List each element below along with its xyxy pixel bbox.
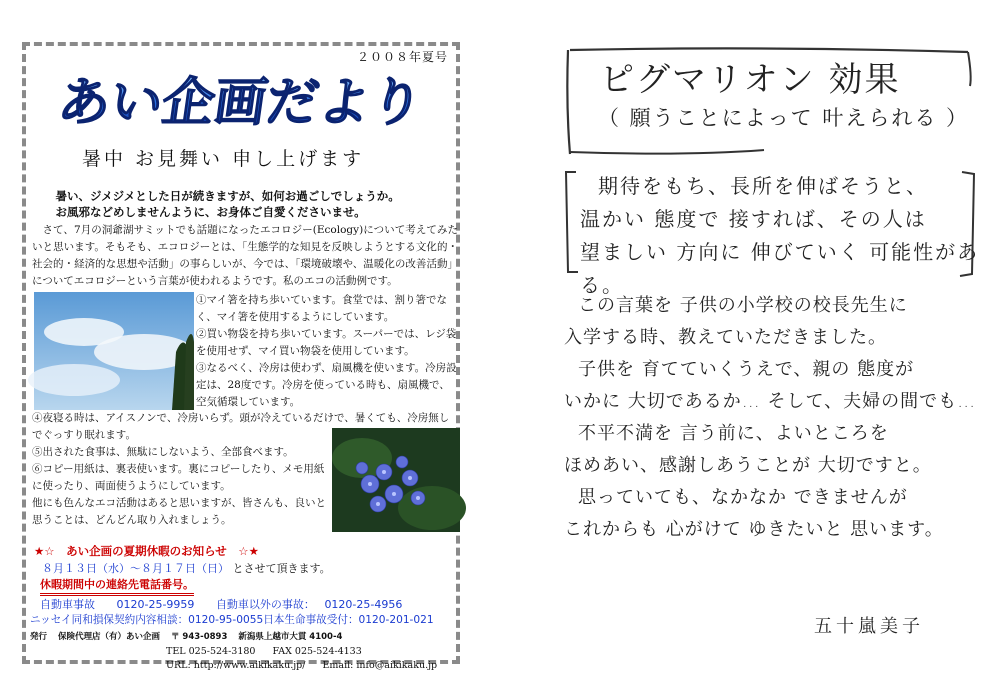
company-info [30,630,460,642]
newsletter-panel [22,42,460,671]
issuer-label: 発行 [30,632,48,642]
insurer-contacts: ニッセイ同和損保契約内容相談：0120-95-0055日本生命事故受付：0120-201-021 [30,614,434,626]
other-accident-label: 自動車以外の事故： [215,598,315,611]
eco-item: ②買い物袋を持ち歩いています。スーパーでは、レジ袋を使用せず、マイ買い物袋を使用しています。 [196,328,457,357]
eco-item: 他にも色んなエコ活動はあると思いますが、皆さんも、良いと思うことは、どんどん取り入れましょう。 [32,497,326,526]
body-line: 子供を 育てていくうえで、親の 態度が [578,359,915,380]
handwritten-note [540,40,980,660]
email-link[interactable]: Email: info@aikikaku.jp [322,660,438,671]
logo-text: あい企画だより [54,73,427,133]
body-lines [564,290,977,546]
address: 新潟県上越市大貫 4100-4 [238,632,343,642]
holiday-notice-title: ★☆ あい企画の夏期休暇のお知らせ ☆★ [34,544,259,558]
web-contact [166,660,451,671]
greeting-line: お風邪などめしませんように、お身体ご自愛くださいませ。 [55,205,366,219]
phone-fax [166,646,376,657]
quote-line: 温かい 態度で 接すれば、その人は [580,207,927,231]
note-title: ピグマリオン 効果 [600,60,901,100]
greeting-lines [44,188,444,220]
intro-paragraph: さて、7月の洞爺湖サミットでも話題になったエコロジー(Ecology)について考えてみたいと思います。そもそも、エコロジーとは、「生態学的な知見を反映しようとする文化的・社会的・経済的な思想や活動」の事らしいが、今では、「環境破壊や、温暖化の改善活動」についてエコロジーという言葉が使われるようです。私のエコの活動例です。 [32,224,458,287]
note-subtitle: （ 願うことによって 叶えられる ） [598,106,970,130]
body-line: 不平不満を 言う前に、よいところを [578,423,889,444]
body-line: 思っていても、なかなか できませんが [578,487,908,508]
eco-items-left [32,444,332,529]
car-accident-tel: 0120-25-9959 [116,598,195,611]
holiday-dates [42,560,331,576]
website-link[interactable]: URL: http://www.aikikaku.jp/ [166,660,306,671]
car-accident-label: 自動車事故 [40,598,95,611]
summer-greeting: 暑中 お見舞い 申し上げます [82,148,365,170]
accident-contacts [40,596,460,612]
eco-item-full: ④夜寝る時は、アイスノンで、冷房いらず。頭が冷えているだけで、暑くても、冷房無しでぐっすり眠れます。 [32,412,450,441]
issue-label: ２００８年夏号 [356,50,448,64]
fax: FAX 025-524-4133 [272,646,362,657]
body-line: 入学する時、教えていただきました。 [564,327,887,348]
body-line: ほめあい、感謝しあうことが 大切ですと。 [564,455,932,476]
eco-items-right [196,292,458,411]
quote-line: 望ましい 方向に 伸びていく 可能性がある。 [580,240,980,297]
signature: 五十嵐美子 [814,616,924,637]
quote-line: 期待をもち、長所を伸ばそうと、 [598,174,928,198]
body-line: これからも 心がけて ゆきたいと 思います。 [564,519,944,540]
tel: TEL 025-524-3180 [166,646,256,657]
greeting-line: 暑い、ジメジメとした日が続きますが、如何お過ごしでしょうか。 [55,189,400,203]
eco-item: ⑤出された食事は、無駄にしないよう、全部食べます。 [32,446,294,458]
holiday-date-range: ８月１３日（水）～８月１７日（日） [42,562,229,575]
other-accident-tel: 0120-25-4956 [324,598,403,611]
hydrangea-photo [332,428,460,532]
newsletter-logo [54,64,427,134]
holiday-contact-label: 休暇期間中の連絡先電話番号。 [40,576,194,596]
eco-item: ①マイ箸を持ち歩いています。食堂では、割り箸でなく、マイ箸を使用するようにしています。 [196,294,447,323]
body-line: この言葉を 子供の小学校の校長先生に [578,295,908,316]
body-line: いかに 大切であるか… そして、夫婦の間でも… [564,391,977,412]
quote-lines [580,170,980,302]
eco-item: ③なるべく、冷房は使わず、扇風機を使います。冷房設定は、28度です。冷房を使っている時も、扇風機で、空気循環しています。 [196,362,457,408]
holiday-date-suffix: とさせて頂きます。 [232,562,331,575]
eco-item: ⑥コピー用紙は、裏表使います。裏にコピーしたり、メモ用紙に使ったり、両面使うようにしています。 [32,463,325,492]
agency-name: 保険代理店（有）あい企画 [57,632,160,642]
postal-code: 〒 943-0893 [170,632,228,642]
sky-photo [34,292,194,410]
